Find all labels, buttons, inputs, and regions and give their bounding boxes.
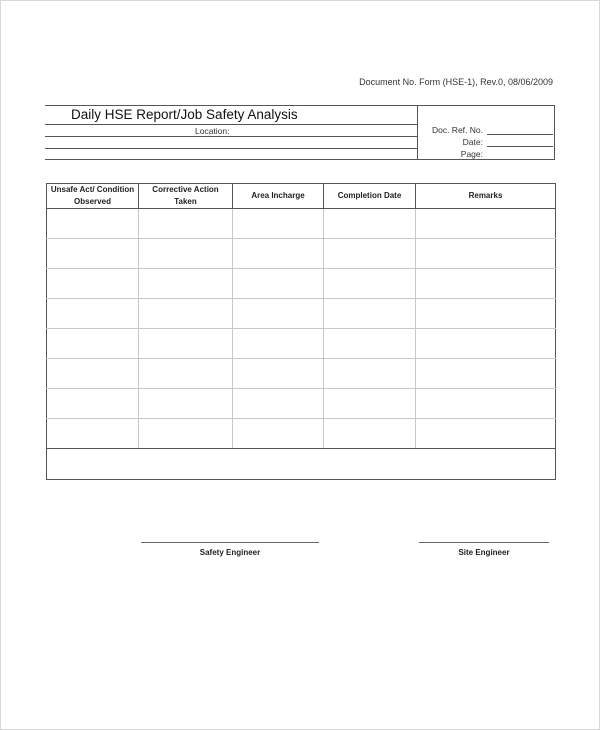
- date-field[interactable]: [487, 146, 553, 147]
- table-cell[interactable]: [416, 389, 556, 419]
- table-cell[interactable]: [47, 269, 139, 299]
- table-cell[interactable]: [233, 209, 324, 239]
- table-cell[interactable]: [139, 329, 233, 359]
- table-cell[interactable]: [416, 209, 556, 239]
- column-header-unsafe-act: Unsafe Act/ Condition Observed: [47, 184, 139, 209]
- table-cell[interactable]: [139, 359, 233, 389]
- table-row: [47, 389, 556, 419]
- table-cell[interactable]: [324, 389, 416, 419]
- site-engineer-signature: [419, 542, 549, 557]
- safety-engineer-signature: [141, 542, 319, 557]
- table-cell[interactable]: [416, 359, 556, 389]
- hse-table: [46, 183, 556, 480]
- document-number: Document No. Form (HSE-1), Rev.0, 08/06/2009: [359, 77, 553, 87]
- table-cell[interactable]: [324, 419, 416, 449]
- table-cell[interactable]: [47, 239, 139, 269]
- table-cell[interactable]: [324, 359, 416, 389]
- table-cell[interactable]: [47, 209, 139, 239]
- column-header-completion-date: Completion Date: [324, 184, 416, 209]
- table-cell[interactable]: [233, 239, 324, 269]
- safety-engineer-label: Safety Engineer: [199, 548, 261, 557]
- page-label: Page:: [460, 149, 483, 159]
- table-cell[interactable]: [324, 299, 416, 329]
- site-engineer-label: Site Engineer: [458, 548, 510, 557]
- table-cell[interactable]: [47, 359, 139, 389]
- table-cell[interactable]: [233, 329, 324, 359]
- table-cell[interactable]: [416, 419, 556, 449]
- table-cell[interactable]: [416, 299, 556, 329]
- table-row: [47, 269, 556, 299]
- table-row: [47, 299, 556, 329]
- table-cell[interactable]: [139, 389, 233, 419]
- header-top-border: [45, 105, 555, 106]
- table-cell[interactable]: [47, 389, 139, 419]
- table-cell[interactable]: [416, 239, 556, 269]
- table-cell[interactable]: [233, 269, 324, 299]
- column-header-remarks: Remarks: [416, 184, 556, 209]
- table-row: [47, 329, 556, 359]
- report-title: Daily HSE Report/Job Safety Analysis: [71, 107, 298, 122]
- table-cell[interactable]: [233, 299, 324, 329]
- doc-ref-row: [45, 125, 555, 137]
- location-label: Location:: [195, 126, 230, 136]
- table-cell[interactable]: [416, 269, 556, 299]
- date-label: Date:: [462, 137, 483, 147]
- doc-ref-label: Doc. Ref. No.: [431, 125, 483, 135]
- table-header-row: [47, 184, 556, 209]
- page-row: [45, 149, 555, 161]
- table-row: [47, 359, 556, 389]
- table-cell[interactable]: [139, 299, 233, 329]
- table-cell[interactable]: [139, 209, 233, 239]
- table-footer-cell[interactable]: [47, 449, 556, 480]
- table-cell[interactable]: [47, 299, 139, 329]
- table-cell[interactable]: [324, 329, 416, 359]
- signature-line[interactable]: [419, 542, 549, 543]
- table-footer-row: [47, 449, 556, 480]
- table-row: [47, 419, 556, 449]
- column-header-corrective-action: Corrective Action Taken: [139, 184, 233, 209]
- table-cell[interactable]: [324, 209, 416, 239]
- signature-line[interactable]: [141, 542, 319, 543]
- column-header-area-incharge: Area Incharge: [233, 184, 324, 209]
- report-header: [45, 105, 555, 160]
- table-cell[interactable]: [233, 359, 324, 389]
- table-cell[interactable]: [233, 389, 324, 419]
- table-cell[interactable]: [139, 269, 233, 299]
- table-cell[interactable]: [139, 239, 233, 269]
- table-row: [47, 239, 556, 269]
- date-row: [45, 137, 555, 149]
- table-cell[interactable]: [47, 419, 139, 449]
- table-cell[interactable]: [416, 329, 556, 359]
- doc-ref-field[interactable]: [487, 134, 553, 135]
- table-cell[interactable]: [324, 269, 416, 299]
- table-cell[interactable]: [139, 419, 233, 449]
- table-cell[interactable]: [47, 329, 139, 359]
- table-row: [47, 209, 556, 239]
- table-cell[interactable]: [233, 419, 324, 449]
- table-cell[interactable]: [324, 239, 416, 269]
